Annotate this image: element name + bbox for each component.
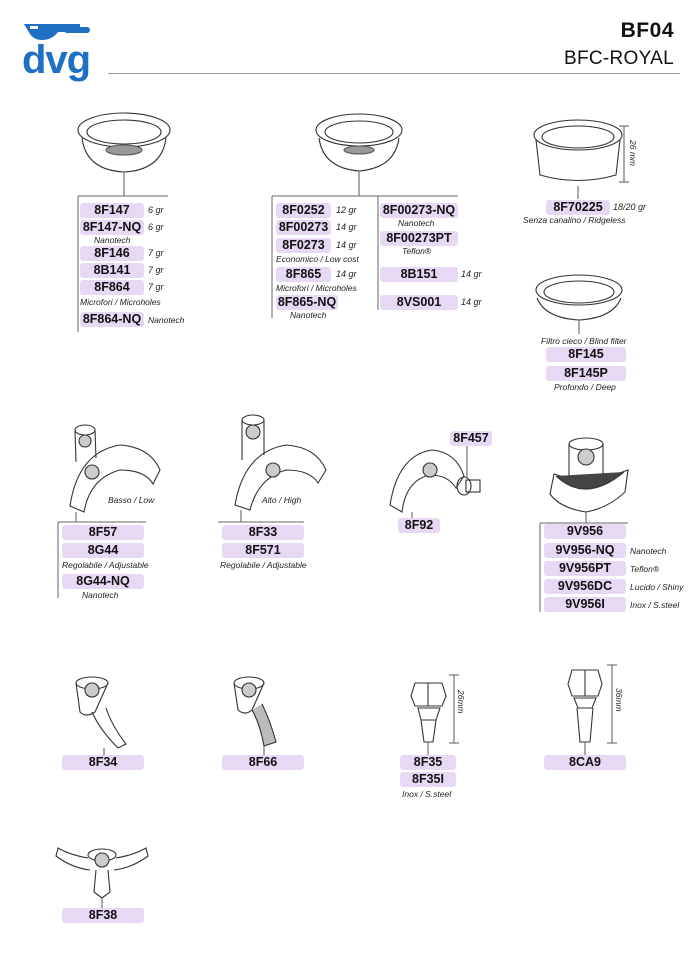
code-8F865-NQ: 8F865-NQ [277,295,337,309]
weight-8F00273: 14 gr [336,222,357,232]
code-8F147-NQ: 8F147-NQ [80,220,144,235]
note-8F35I: Inox / S.steel [402,789,452,799]
code-8F147: 8F147 [80,203,144,218]
code-8F00273: 8F00273 [276,220,331,235]
weight-8F147: 6 gr [148,205,164,215]
code-8F864: 8F864 [80,280,144,295]
filter-basket-3-drawing [534,120,629,199]
code-8F865: 8F865 [276,267,331,282]
weight-8F70225: 18/20 gr [613,202,647,212]
spout-high-drawing [235,415,326,522]
code-8F35I: 8F35I [400,772,456,787]
spout-low-drawing [70,425,160,522]
code-8F146: 8F146 [80,246,144,261]
note-8F00273PT: Teflon® [402,246,432,256]
note-8F865-NQ: Nanotech [290,310,327,320]
note-8F145P: Profondo / Deep [554,382,616,392]
code-8B141: 8B141 [80,263,144,278]
note-8F147-NQ: Nanotech [94,235,131,245]
code-8F0273: 8F0273 [276,238,331,253]
code-8B151: 8B151 [380,267,458,282]
code-8CA9: 8CA9 [544,755,626,770]
code-8F35: 8F35 [400,755,456,770]
code-8G44: 8G44 [62,543,144,558]
code-8F0252: 8F0252 [276,203,331,218]
weight-8F146: 7 gr [148,248,164,258]
three-way-drawing [56,848,148,908]
code-8F864-NQ: 8F864-NQ [80,312,144,327]
nozzle-a-drawing [411,675,459,756]
code-8F457: 8F457 [450,431,492,446]
code-9V956PT: 9V956PT [544,561,626,576]
code-8F571: 8F571 [222,543,304,558]
single-spout-a-drawing [76,677,126,756]
code-8F66: 8F66 [222,755,304,770]
note-8F0273: Economico / Low cost [276,254,359,264]
code-9V956: 9V956 [544,524,626,539]
nozzle-b-drawing [568,665,617,756]
weight-8B151: 14 gr [461,269,482,279]
note-8G44-NQ: Nanotech [82,590,119,600]
spout-double-drawing [550,438,628,523]
code-8F00273PT: 8F00273PT [380,231,458,246]
note-9V956PT: Teflon® [630,564,660,574]
code-8F70225: 8F70225 [546,200,610,215]
spout-blind-drawing [390,446,480,520]
note-8F865: Microfori / Microholes [276,283,357,293]
weight-8F864: 7 gr [148,282,164,292]
label-blind-filter: Filtro cieco / Blind filter [541,336,627,346]
note-8F00273-NQ: Nanotech [398,218,435,228]
code-8F57: 8F57 [62,525,144,540]
code-8F38: 8F38 [62,908,144,923]
code-9V956I: 9V956I [544,597,626,612]
note-8F864-NQ: Nanotech [148,315,185,325]
note-8F571: Regolabile / Adjustable [220,560,307,570]
weight-8F0252: 12 gr [336,205,357,215]
note-9V956I: Inox / S.steel [630,600,680,610]
code-8F00273-NQ: 8F00273-NQ [380,203,458,218]
code-8G44-NQ: 8G44-NQ [62,574,144,589]
weight-8F147-NQ: 6 gr [148,222,164,232]
code-8F92: 8F92 [398,518,440,533]
filter-basket-1-drawing [78,113,170,196]
dimension-26mm-nozzle: 26mm [456,690,466,714]
weight-8VS001: 14 gr [461,297,482,307]
catalog-code: BF04 [620,19,674,42]
code-8F34: 8F34 [62,755,144,770]
note-8F70225: Senza canalino / Ridgeless [523,215,626,225]
dimension-26mm-basket: 26 mm [628,140,638,166]
note-8F864: Microfori / Microholes [80,297,161,307]
weight-8F865: 14 gr [336,269,357,279]
blind-filter-drawing [536,275,622,334]
note-9V956-NQ: Nanotech [630,546,667,556]
single-spout-b-drawing [234,677,276,756]
weight-8F0273: 14 gr [336,240,357,250]
filter-basket-2-drawing [316,114,402,196]
code-8VS001: 8VS001 [380,295,458,310]
catalog-model: BFC-ROYAL [563,48,674,69]
label-spout-low: Basso / Low [108,495,155,505]
brand-wordmark: dvg [22,38,91,82]
code-9V956-NQ: 9V956-NQ [544,543,626,558]
note-9V956DC: Lucido / Shiny [630,582,684,592]
label-spout-high: Alto / High [262,495,302,505]
code-9V956DC: 9V956DC [544,579,626,594]
code-8F145P: 8F145P [546,366,626,381]
weight-8B141: 7 gr [148,265,164,275]
dimension-36mm-nozzle: 36mm [614,688,624,712]
note-8G44: Regolabile / Adjustable [62,560,149,570]
code-8F145: 8F145 [546,347,626,362]
code-8F33: 8F33 [222,525,304,540]
